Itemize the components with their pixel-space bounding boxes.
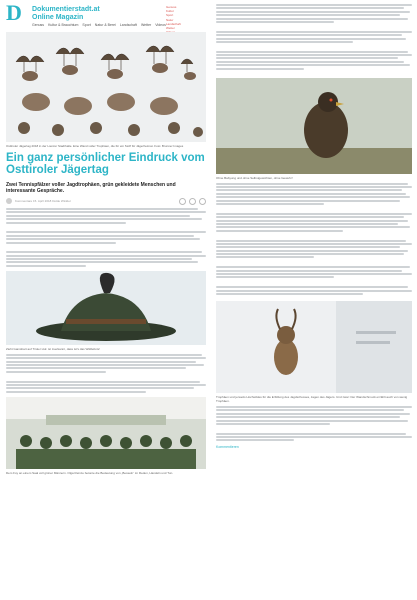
category-link[interactable]: Wetter	[166, 26, 175, 31]
right-body-text-3	[216, 406, 412, 442]
image-hall-audience	[6, 397, 206, 469]
facebook-icon[interactable]	[179, 198, 186, 205]
image-bird	[216, 78, 412, 174]
article-body-text-2	[6, 354, 206, 393]
category-link[interactable]: Natur	[166, 17, 174, 22]
category-link[interactable]: Sport	[166, 13, 174, 18]
image-deer-trophy	[216, 301, 412, 393]
bird-caption: Ohne Babyung und ohne Selbstgewichten, ohne Gewehr!	[216, 175, 293, 180]
article-main-column	[6, 32, 206, 475]
category-link[interactable]: Genuss	[166, 5, 177, 9]
mail-icon[interactable]	[199, 198, 206, 205]
brand-subtitle: Online Magazin	[32, 14, 84, 21]
bird-illustration	[216, 78, 412, 174]
nav-item-landschaft[interactable]: Landschaft	[119, 23, 137, 27]
nav-item-genuss[interactable]: Genuss	[32, 23, 45, 27]
nav-item-kultur[interactable]: Kultur & Brauchtum	[48, 23, 79, 27]
hero-caption: Osttiroler Jägertag 2018 in der Lienzer Stadthalle. Eine Wand voller Trophäen, die für ein Stoff für Jägerheimat. Foto: Brunner Images	[6, 144, 184, 148]
category-link[interactable]: Kultur	[166, 9, 174, 14]
author-avatar	[6, 198, 12, 204]
antler-wall-illustration	[6, 32, 206, 142]
right-body-text-2	[216, 183, 412, 295]
hat-illustration	[6, 271, 206, 345]
twitter-icon[interactable]	[189, 198, 196, 205]
hall-illustration	[6, 397, 206, 469]
hero-image-antler-wall	[6, 32, 206, 142]
hat-caption: Zieht Gamsbart auf Tiroler Hut: ist zuerkannt, dass ist’s das Wildlebnis!	[6, 346, 100, 351]
deer-illustration	[216, 301, 412, 393]
nav-item-natur[interactable]: Natur & Berei	[94, 23, 116, 27]
image-hat-with-gamsbart	[6, 271, 206, 345]
site-header	[6, 0, 206, 31]
nav-item-wetter[interactable]: Wetter	[140, 23, 152, 27]
nav-item-videos[interactable]: Videos	[155, 23, 166, 27]
article-title: Ein ganz persönlicher Eindruck vom Osttiroler Jägertag	[6, 152, 205, 176]
article-right-column	[216, 0, 412, 449]
hall-caption: Dem Foy an einem Saal voll grüner Männern. Olga Reinze betonte die Bedeutung von „Besseln“ im Reden, Handeln und Tun.	[6, 470, 174, 475]
article-lead: Zwei Tennispfälzer voller Jagdtrophäen, grün gekleidete Menschen und interessante Gespräche.	[6, 182, 176, 194]
main-nav	[32, 23, 166, 27]
site-logo[interactable]: D	[6, 0, 22, 25]
category-links	[166, 5, 216, 34]
deer-caption: Trophäen und jenseits Hochwildes für die Erfüllung des Jagdschusses, Jagen des Jägers. Und zwar: Der Wandschmuck erzählt auch von wenig Trophäen.	[216, 394, 408, 403]
category-link[interactable]: Landschaft	[166, 21, 181, 26]
right-body-text-1	[216, 4, 412, 70]
brand-name[interactable]: Dokumentierstadt.at	[32, 6, 100, 13]
nav-item-sport[interactable]: Sport	[82, 23, 91, 27]
article-body-text	[6, 208, 206, 267]
comment-link[interactable]: Kommentieren	[216, 445, 239, 450]
meta-text: Kommentare 15. April 2018 Dolde Winkler	[15, 199, 71, 203]
